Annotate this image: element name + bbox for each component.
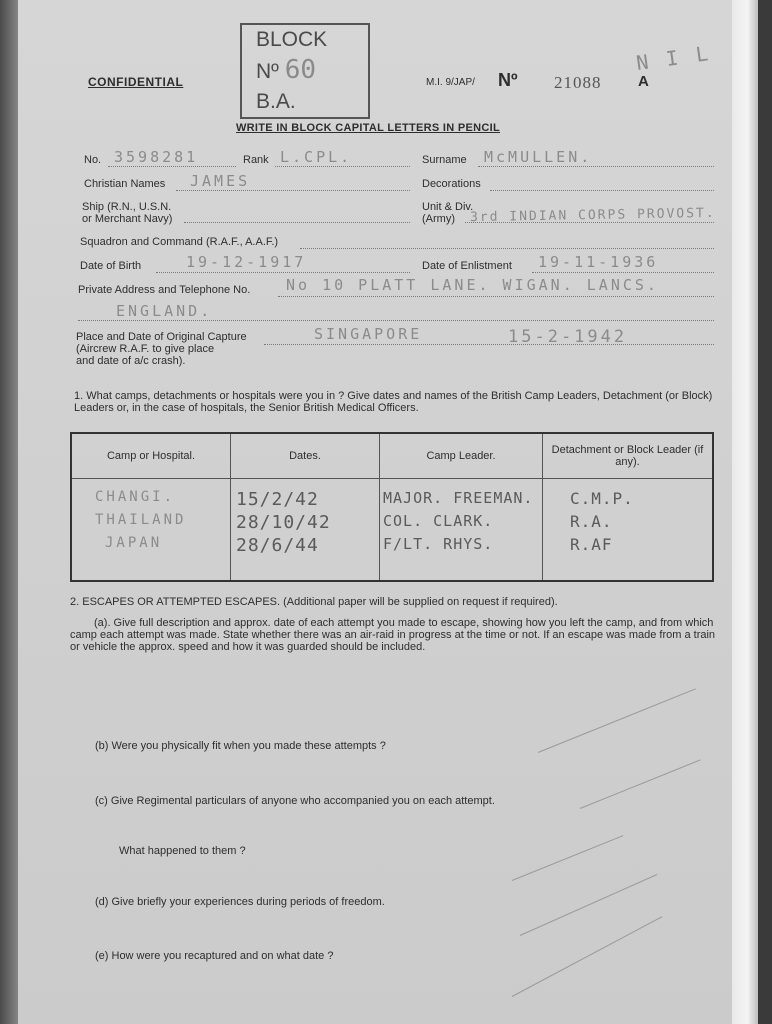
question-2c-followup: What happened to them ? [119, 845, 246, 857]
confidential-heading: CONFIDENTIAL [88, 75, 184, 89]
rank-label: Rank [243, 154, 269, 166]
question-2a-text: (a). Give full description and approx. date of each attempt you made to escape, showing how you left the camp, and from which camp each attempt was made. State whether there was an air-raid in progress at the time or not. If an escape was made from a train or vehicle the approx. speed and how it was guarded should be included. [70, 617, 716, 653]
question-1-text: 1. What camps, detachments or hospitals were you in ? Give dates and names of the British Camp Leaders, Detachment (or Block) Leaders or, in the case of hospitals, the Senior British Medical Officers. [74, 390, 713, 414]
page-edge [732, 0, 758, 1024]
capture-label [76, 331, 247, 367]
surname-value: McMULLEN. [484, 148, 593, 166]
col-header-detachment: Detachment or Block Leader (if any). [543, 433, 714, 479]
date-cell: 28/10/42 [236, 512, 331, 533]
date-cell: 15/2/42 [236, 489, 319, 510]
camps-table [70, 432, 714, 582]
stamp-number: 60 [284, 55, 316, 85]
ship-label-line-2: or Merchant Navy) [82, 213, 173, 225]
stamp-no-text: Nº [256, 60, 279, 83]
capture-label-line-1: Place and Date of Original Capture [76, 331, 247, 343]
question-2e-text: (e) How were you recaptured and on what date ? [95, 950, 334, 962]
surname-label: Surname [422, 154, 467, 166]
unit-value: 3rd INDIAN CORPS PROVOST. [469, 205, 716, 226]
camp-column [71, 479, 231, 582]
dob-value: 19-12-1917 [186, 253, 307, 271]
question-2d-text: (d) Give briefly your experiences during periods of freedom. [95, 896, 385, 908]
instruction-text: WRITE IN BLOCK CAPITAL LETTERS IN PENCIL [236, 122, 500, 134]
detachment-column [543, 479, 714, 582]
leader-column [380, 479, 543, 582]
detachment-cell: R.A. [570, 512, 613, 531]
address-value-line-1: No 10 PLATT LANE. WIGAN. LANCS. [286, 276, 659, 294]
nil-annotation: N I L [634, 40, 713, 76]
form-suffix: A [638, 73, 649, 90]
leader-cell: MAJOR. FREEMAN. [383, 489, 534, 507]
camp-cell: THAILAND [95, 512, 187, 528]
enlistment-label: Date of Enlistment [422, 260, 512, 272]
form-number: 21088 [554, 73, 602, 92]
detachment-cell: R.AF [570, 535, 613, 554]
col-header-camp: Camp or Hospital. [71, 433, 231, 479]
camp-cell: JAPAN [105, 535, 163, 551]
question-2c-text: (c) Give Regimental particulars of anyone who accompanied you on each attempt. [95, 795, 495, 807]
christian-names-value: JAMES [190, 172, 251, 190]
dates-column [231, 479, 380, 582]
address-label: Private Address and Telephone No. [78, 284, 251, 296]
dob-label: Date of Birth [80, 260, 142, 272]
question-2b-text: (b) Were you physically fit when you made these attempts ? [95, 740, 386, 752]
stamp-no-row [256, 55, 368, 87]
christian-names-label: Christian Names [84, 178, 166, 190]
col-header-dates: Dates. [231, 433, 380, 479]
no-label: No. [84, 154, 102, 166]
form-no-label: Nº [498, 70, 518, 90]
stamp-block-text: BLOCK [256, 28, 328, 51]
ship-label [82, 201, 172, 225]
ship-label-line-1: Ship (R.N., U.S.N. [82, 201, 172, 213]
capture-label-line-2: (Aircrew R.A.F. to give place [76, 343, 215, 355]
service-number-value: 3598281 [114, 148, 199, 166]
block-stamp [240, 23, 370, 119]
squadron-label: Squadron and Command (R.A.F., A.A.F.) [80, 236, 279, 248]
unit-label-line-1: Unit & Div. [422, 201, 474, 213]
date-cell: 28/6/44 [236, 535, 319, 556]
capture-place-value: SINGAPORE [314, 325, 423, 343]
mi9-reference: M.I. 9/JAP/ [426, 77, 475, 88]
detachment-cell: C.M.P. [570, 489, 634, 508]
unit-label-line-2: (Army) [422, 213, 455, 225]
camp-cell: CHANGI. [95, 489, 176, 505]
question-2-title: 2. ESCAPES OR ATTEMPTED ESCAPES. (Additional paper will be supplied on request if required). [70, 596, 558, 608]
stamp-ba-text: B.A. [256, 90, 296, 113]
decorations-label: Decorations [422, 178, 481, 190]
col-header-leader: Camp Leader. [380, 433, 543, 479]
enlistment-value: 19-11-1936 [538, 253, 659, 271]
rank-value: L.CPL. [280, 148, 353, 166]
capture-label-line-3: and date of a/c crash). [76, 355, 186, 367]
capture-date-value: 15-2-1942 [508, 327, 628, 347]
leader-cell: F/LT. RHYS. [383, 535, 494, 553]
leader-cell: COL. CLARK. [383, 512, 494, 530]
address-value-line-2: ENGLAND. [116, 302, 213, 320]
